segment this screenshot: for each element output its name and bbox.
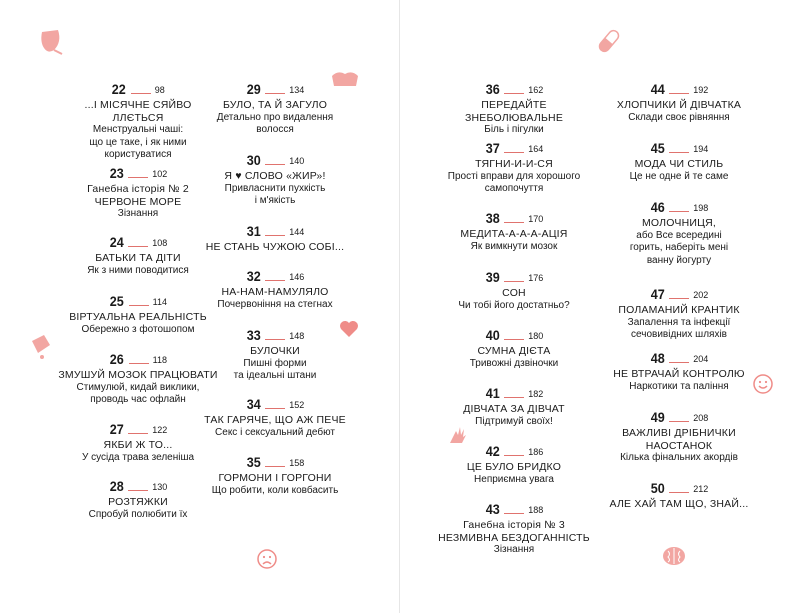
divider-rule: [265, 93, 285, 94]
chapter-title: НЕ ВТРАЧАЙ КОНТРОЛЮ: [613, 368, 745, 380]
chapter-number: 43: [485, 501, 500, 517]
chapter-number: 34: [246, 396, 261, 412]
page-number: 194: [693, 144, 709, 154]
chapter-number: 30: [246, 152, 261, 168]
chapter-title: ...І МІСЯЧНЕ СЯЙВО ЛЛЄТЬСЯ: [84, 99, 192, 124]
chapter-number-line: [58, 164, 218, 180]
chapter-subtitle: Спробуй полюбити їх: [88, 508, 188, 520]
chapter-subtitle: Кілька фінальних акордів: [620, 452, 738, 463]
chapter-title: ТЯГНИ-И-И-СЯ: [475, 158, 553, 170]
chapter-number: 33: [246, 327, 261, 343]
toc-entry: [599, 349, 759, 393]
page-number: 192: [693, 85, 709, 95]
page-number: 98: [154, 85, 165, 95]
chapter-title: СУМНА ДІЄТА: [477, 345, 551, 357]
page-number: 162: [528, 85, 544, 95]
divider-rule: [669, 492, 689, 493]
chapter-subtitle: Як вимкнути мозок: [470, 240, 558, 252]
chapter-subtitle: Обережно з фотошопом: [81, 323, 195, 335]
toc-entry: [434, 209, 594, 253]
toc-entry: [434, 80, 594, 137]
chapter-title: ЗМУШУЙ МОЗОК ПРАЦЮВАТИ: [58, 369, 218, 381]
sad-face-icon: [256, 548, 278, 570]
chapter-number-line: [58, 420, 218, 436]
page-number: 208: [693, 413, 709, 423]
chapter-number: 26: [109, 351, 124, 367]
chapter-number: 29: [246, 81, 261, 97]
chapter-subtitle: Склади своє рівняння: [628, 111, 730, 123]
chapter-number: 42: [485, 443, 500, 459]
chapter-title: ДІВЧАТА ЗА ДІВЧАТ: [463, 403, 565, 415]
toc-entry: [58, 292, 218, 336]
chapter-subtitle: Почервоніння на стегнах: [217, 298, 333, 310]
chapter-subtitle: Прості вправи для хорошого самопочуття: [447, 170, 581, 194]
chapter-title: ГОРМОНИ І ГОРГОНИ: [218, 472, 332, 484]
divider-rule: [669, 211, 689, 212]
chapter-subtitle: Це не одне й те саме: [629, 170, 729, 182]
chapter-number: 40: [485, 327, 500, 343]
chapter-number-line: [195, 267, 355, 283]
chapter-number-line: [58, 233, 218, 249]
toc-entry: [195, 80, 355, 137]
chapter-number: 39: [485, 269, 500, 285]
chapter-number: 38: [485, 210, 500, 226]
toc-entry: [195, 222, 355, 254]
toc-entry: [599, 408, 759, 465]
toc-entry: [599, 285, 759, 342]
divider-rule: [504, 513, 524, 514]
divider-rule: [504, 281, 524, 282]
divider-rule: [265, 339, 285, 340]
chapter-subtitle: Підтримуй своїх!: [475, 415, 553, 427]
book-spine: [399, 0, 400, 613]
chapter-title: ВАЖЛИВІ ДРІБНИЧКИ НАОСТАНОК: [622, 427, 736, 452]
page-number: 180: [528, 331, 544, 341]
chapter-subtitle: Біль і пігулки: [484, 124, 544, 135]
chapter-subtitle: Стимулюй, кидай виклики, проводь час офлайн: [76, 381, 200, 405]
page-number: 202: [693, 290, 709, 300]
chapter-title: НА-НАМ-НАМУЛЯЛО: [221, 286, 329, 298]
chapter-number-line: [195, 151, 355, 167]
chapter-title: МЕДИТА-А-А-А-АЦІЯ: [460, 228, 568, 240]
toc-entry: [195, 395, 355, 439]
chapter-subtitle: Як з ними поводитися: [87, 264, 189, 276]
toc-entry: [599, 80, 759, 124]
toc-entry: [58, 164, 218, 221]
divider-rule: [669, 93, 689, 94]
chapter-subtitle: Зізнання: [117, 208, 159, 219]
chapter-number-line: [58, 477, 218, 493]
page-number: 152: [289, 400, 305, 410]
chapter-title: ПОЛАМАНИЙ КРАНТИК: [618, 304, 740, 316]
chapter-number-line: [599, 479, 759, 495]
pill-icon: [598, 28, 620, 54]
page-number: 198: [693, 203, 709, 213]
chapter-number-line: [195, 80, 355, 96]
chapter-title: ПЕРЕДАЙТЕ ЗНЕБОЛЮВАЛЬНЕ: [464, 99, 564, 124]
chapter-number: 46: [650, 199, 665, 215]
divider-rule: [265, 466, 285, 467]
chapter-number: 44: [650, 81, 665, 97]
sanitary-pad-icon: [28, 333, 56, 361]
toc-entry: [599, 139, 759, 183]
toc-entry: [434, 384, 594, 428]
page-number: 182: [528, 389, 544, 399]
chapter-number-line: [195, 453, 355, 469]
chapter-number-line: [599, 80, 759, 96]
chapter-number: 35: [246, 454, 261, 470]
chapter-number-line: [599, 139, 759, 155]
page-number: 186: [528, 447, 544, 457]
chapter-subtitle: Наркотики та паління: [629, 380, 729, 392]
toc-entry: [58, 420, 218, 464]
chapter-number: 50: [650, 480, 665, 496]
chapter-title: ЦЕ БУЛО БРИДКО: [466, 461, 562, 473]
page-number: 108: [152, 238, 168, 248]
chapter-title: СОН: [502, 287, 526, 299]
menstrual-cup-icon: [38, 28, 72, 56]
divider-rule: [504, 93, 524, 94]
toc-entry: [434, 500, 594, 557]
chapter-number-line: [599, 349, 759, 365]
chapter-number-line: [434, 326, 594, 342]
chapter-title: ЯКБИ Ж ТО...: [103, 439, 173, 451]
divider-rule: [669, 298, 689, 299]
page-number: 146: [289, 272, 305, 282]
chapter-title: МОЛОЧНИЦЯ,: [641, 217, 717, 229]
divider-rule: [128, 246, 148, 247]
toc-entry: [599, 198, 759, 267]
toc-entry: [195, 267, 355, 311]
toc-entry: [434, 268, 594, 312]
page-number: 212: [693, 484, 709, 494]
chapter-number-line: [195, 395, 355, 411]
divider-rule: [669, 152, 689, 153]
chapter-subtitle: Чи тобі його достатньо?: [458, 299, 570, 311]
chapter-title: БАТЬКИ ТА ДІТИ: [95, 252, 181, 264]
chapter-number: 22: [111, 81, 127, 97]
chapter-subtitle: Пишні форми та ідеальні штани: [233, 357, 317, 381]
divider-rule: [504, 339, 524, 340]
page-number: 102: [152, 169, 168, 179]
page-number: 148: [289, 331, 305, 341]
toc-entry: [58, 233, 218, 277]
chapter-subtitle: Детально про видалення волосся: [216, 111, 334, 135]
toc-entry: [434, 442, 594, 486]
page-number: 144: [289, 227, 305, 237]
chapter-subtitle: Менструальні чаші: що це таке, і як ними користуватися: [89, 124, 187, 160]
chapter-number-line: [599, 408, 759, 424]
page-number: 188: [528, 505, 544, 515]
toc-entry: [599, 479, 759, 511]
chapter-title: Я ♥ СЛОВО «ЖИР»!: [224, 170, 326, 182]
chapter-title: АЛЕ ХАЙ ТАМ ЩО, ЗНАЙ...: [609, 498, 749, 510]
divider-rule: [265, 280, 285, 281]
chapter-number: 41: [485, 385, 500, 401]
divider-rule: [265, 164, 285, 165]
chapter-subtitle: Запалення та інфекції сечовивідних шляхів: [627, 316, 731, 340]
chapter-title: ТАК ГАРЯЧЕ, ЩО АЖ ПЕЧЕ: [204, 414, 346, 426]
divider-rule: [504, 152, 524, 153]
chapter-number: 36: [485, 81, 500, 97]
chapter-subtitle: Зізнання: [493, 544, 535, 555]
chapter-number-line: [58, 80, 218, 96]
page-number: 170: [528, 214, 544, 224]
chapter-number: 23: [109, 165, 124, 181]
toc-entry: [58, 350, 218, 407]
divider-rule: [265, 235, 285, 236]
chapter-number-line: [58, 292, 218, 308]
divider-rule: [504, 455, 524, 456]
chapter-subtitle: Що робити, коли ковбасить: [211, 484, 339, 496]
chapter-subtitle: Неприємна увага: [474, 473, 554, 485]
chapter-number-line: [434, 384, 594, 400]
page-number: 122: [152, 425, 168, 435]
chapter-title: ХЛОПЧИКИ Й ДІВЧАТКА: [616, 99, 742, 111]
chapter-title: БУЛО, ТА Й ЗАГУЛО: [222, 99, 328, 111]
chapter-number: 47: [650, 286, 665, 302]
page-number: 158: [289, 458, 305, 468]
divider-rule: [128, 433, 148, 434]
page-number: 204: [693, 354, 709, 364]
chapter-subtitle: У сусіда трава зеленіша: [81, 451, 195, 463]
divider-rule: [131, 93, 151, 94]
chapter-number: 37: [485, 140, 500, 156]
divider-rule: [129, 305, 149, 306]
chapter-title: ВІРТУАЛЬНА РЕАЛЬНІСТЬ: [69, 311, 207, 323]
chapter-number-line: [434, 442, 594, 458]
chapter-subtitle: або Все всередині горить, наберіть мені ванну йогурту: [629, 229, 729, 266]
chapter-number-line: [58, 350, 218, 366]
chapter-number: 28: [109, 478, 124, 494]
toc-entry: [195, 453, 355, 497]
toc-entry: [195, 326, 355, 383]
toc-entry: [58, 477, 218, 521]
divider-rule: [504, 222, 524, 223]
page-number: 164: [528, 144, 544, 154]
chapter-subtitle: Тривожні дзвіночки: [469, 357, 559, 369]
toc-entry: [195, 151, 355, 208]
chapter-number-line: [599, 198, 759, 214]
chapter-number: 24: [109, 234, 124, 250]
page-number: 176: [528, 273, 544, 283]
chapter-number: 49: [650, 409, 665, 425]
chapter-number-line: [195, 326, 355, 342]
divider-rule: [504, 397, 524, 398]
chapter-subtitle: Секс і сексуальний дебют: [215, 426, 335, 438]
chapter-number: 25: [109, 293, 124, 309]
divider-rule: [129, 363, 149, 364]
chapter-title: РОЗТЯЖКИ: [108, 496, 168, 508]
toc-entry: [434, 139, 594, 196]
chapter-title: МОДА ЧИ СТИЛЬ: [634, 158, 724, 170]
chapter-title: БУЛОЧКИ: [250, 345, 300, 357]
chapter-number: 32: [246, 268, 261, 284]
chapter-title: НЕ СТАНЬ ЧУЖОЮ СОБІ...: [205, 241, 345, 253]
page-number: 134: [289, 85, 305, 95]
chapter-subtitle: Привласнити пухкість і м'якість: [224, 182, 326, 206]
chapter-number-line: [434, 80, 594, 96]
page-number: 140: [289, 156, 305, 166]
chapter-number: 45: [650, 140, 665, 156]
chapter-number: 48: [650, 350, 665, 366]
chapter-number-line: [434, 209, 594, 225]
brain-icon: [661, 545, 687, 567]
divider-rule: [128, 490, 148, 491]
chapter-number-line: [434, 500, 594, 516]
page-number: 118: [152, 355, 167, 365]
divider-rule: [669, 362, 689, 363]
divider-rule: [128, 177, 148, 178]
chapter-number: 31: [246, 223, 261, 239]
chapter-number-line: [434, 139, 594, 155]
toc-entry: [58, 80, 218, 162]
chapter-number: 27: [109, 421, 124, 437]
chapter-number-line: [599, 285, 759, 301]
chapter-title: Ганебна історія № 3 НЕЗМИВНА БЕЗДОГАННІСТЬ: [438, 519, 590, 544]
page-number: 130: [152, 482, 168, 492]
toc-entry: [434, 326, 594, 370]
divider-rule: [265, 408, 285, 409]
chapter-number-line: [195, 222, 355, 238]
chapter-number-line: [434, 268, 594, 284]
chapter-title: Ганебна історія № 2 ЧЕРВОНЕ МОРЕ: [87, 183, 189, 208]
divider-rule: [669, 421, 689, 422]
page-number: 114: [152, 297, 167, 307]
